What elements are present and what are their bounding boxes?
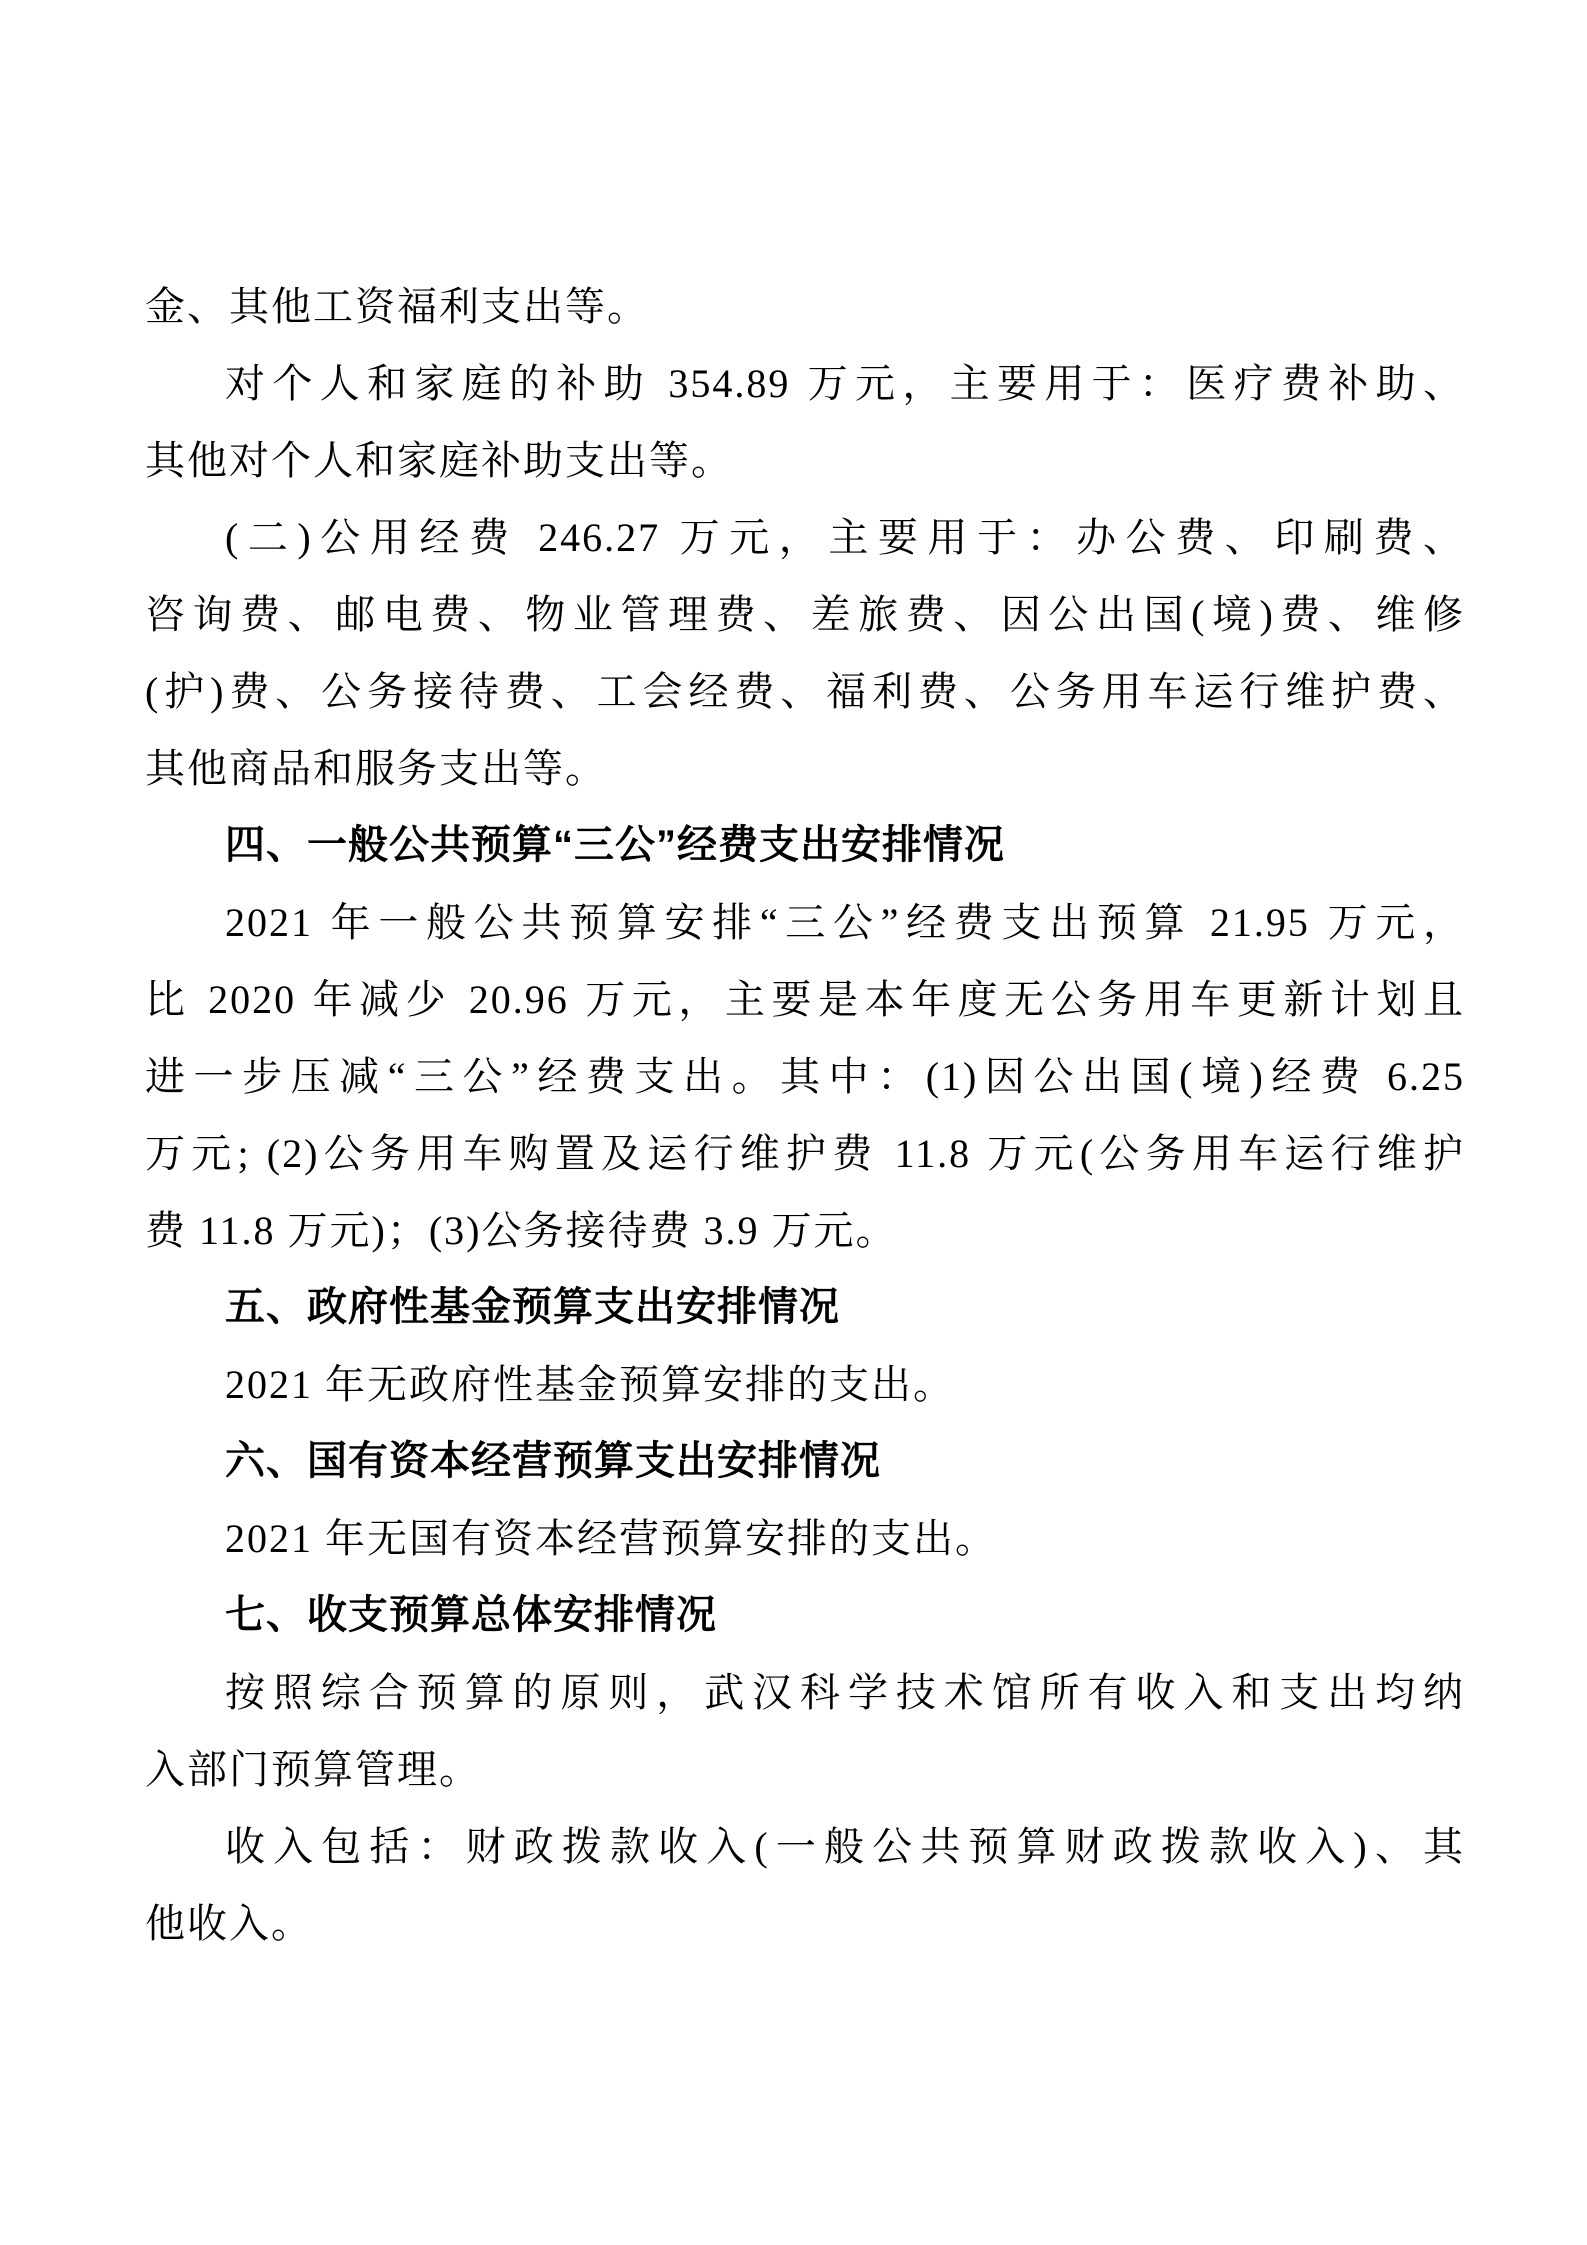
paragraph-line: 其他对个人和家庭补助支出等。	[145, 438, 733, 483]
document-body	[145, 268, 1465, 1962]
paragraph-line: 万元; (2)公务用车购置及运行维护费 11.8 万元(公务用车运行维护	[145, 1131, 1465, 1176]
section-heading-6: 六、国有资本经营预算支出安排情况	[225, 1439, 881, 1483]
paragraph-line: 进一步压减“三公”经费支出。其中：(1)因公出国(境)经费 6.25	[145, 1054, 1465, 1099]
paragraph-line: 2021 年一般公共预算安排“三公”经费支出预算 21.95 万元，	[225, 900, 1465, 945]
paragraph-line: 费 11.8 万元)；(3)公务接待费 3.9 万元。	[145, 1208, 898, 1253]
paragraph-line: 金、其他工资福利支出等。	[145, 284, 649, 329]
paragraph-line: 按照综合预算的原则，武汉科学技术馆所有收入和支出均纳	[225, 1670, 1465, 1715]
paragraph-line: 2021 年无政府性基金预算安排的支出。	[225, 1362, 955, 1407]
paragraph-line: 入部门预算管理。	[145, 1747, 481, 1792]
section-heading-7: 七、收支预算总体安排情况	[225, 1593, 717, 1637]
paragraph-line: 2021 年无国有资本经营预算安排的支出。	[225, 1516, 997, 1561]
paragraph-line: 其他商品和服务支出等。	[145, 746, 607, 791]
paragraph-line: 对个人和家庭的补助 354.89 万元，主要用于：医疗费补助、	[225, 361, 1465, 406]
paragraph-line: (护)费、公务接待费、工会经费、福利费、公务用车运行维护费、	[145, 669, 1465, 714]
section-heading-4: 四、一般公共预算“三公”经费支出安排情况	[225, 823, 1005, 867]
section-heading-5: 五、政府性基金预算支出安排情况	[225, 1285, 840, 1329]
paragraph-line: 他收入。	[145, 1901, 313, 1946]
paragraph-line: 收入包括：财政拨款收入(一般公共预算财政拨款收入)、其	[225, 1824, 1465, 1869]
paragraph-line: 咨询费、邮电费、物业管理费、差旅费、因公出国(境)费、维修	[145, 592, 1465, 637]
paragraph-line: 比 2020 年减少 20.96 万元，主要是本年度无公务用车更新计划且	[145, 977, 1465, 1022]
paragraph-line: (二)公用经费 246.27 万元，主要用于：办公费、印刷费、	[225, 515, 1465, 560]
